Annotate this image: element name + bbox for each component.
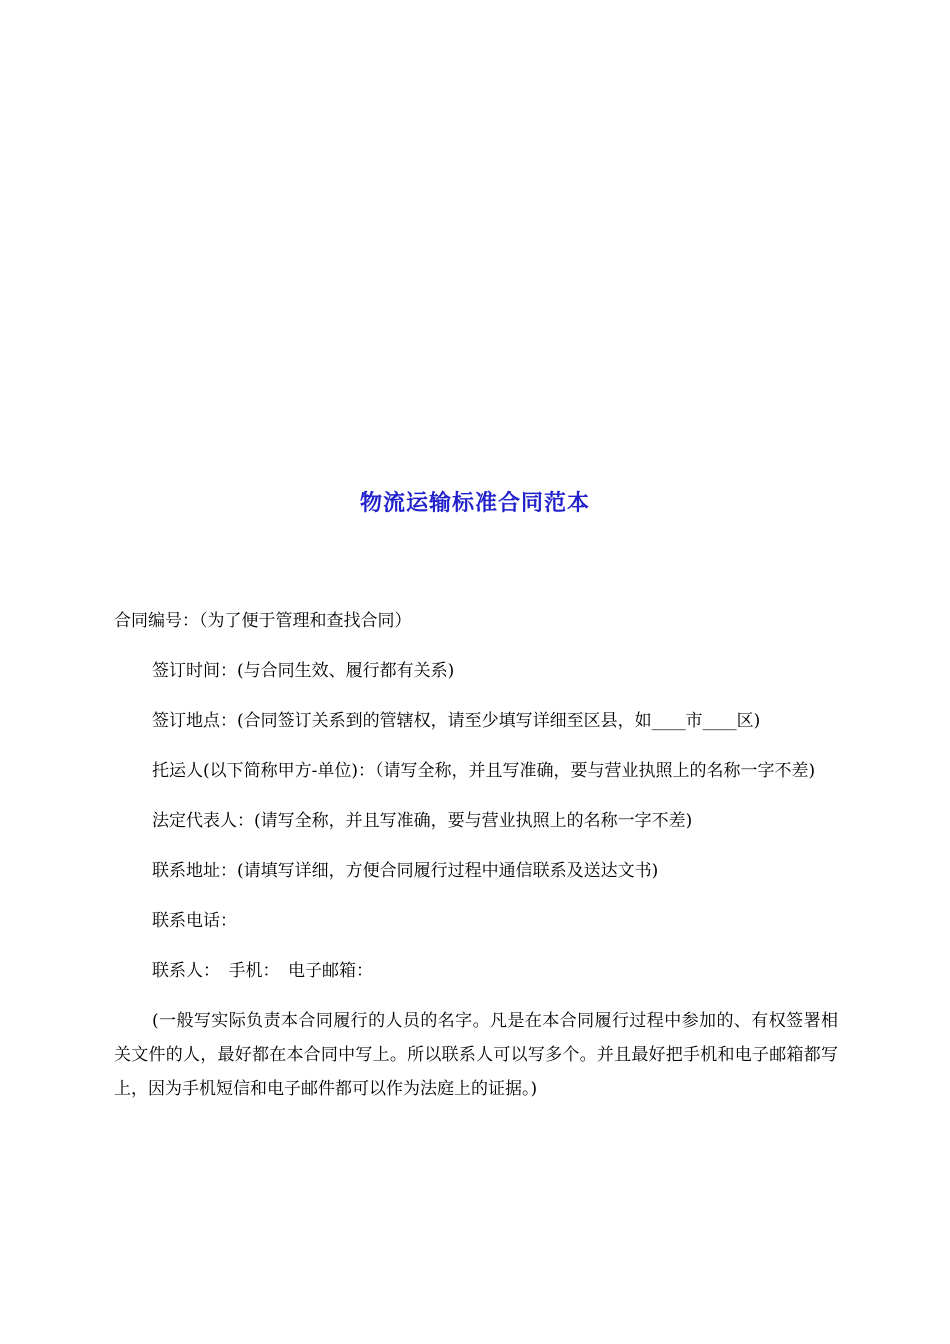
contract-number-line: 合同编号：（为了便于管理和查找合同） xyxy=(114,611,412,631)
contact-person-line: 联系人： 手机： 电子邮箱： xyxy=(152,961,373,981)
legal-representative-line: 法定代表人：(请写全称，并且写准确，要与营业执照上的名称一字不差) xyxy=(152,811,693,831)
document-title: 物流运输标准合同范本 xyxy=(359,491,590,516)
contact-address-line: 联系地址：(请填写详细，方便合同履行过程中通信联系及送达文书) xyxy=(152,861,659,881)
shipper-line: 托运人(以下简称甲方-单位)：（请写全称，并且写准确，要与营业执照上的名称一字不差) xyxy=(152,761,816,781)
contact-phone-line: 联系电话： xyxy=(152,911,237,931)
contact-note-paragraph: (一般写实际负责本合同履行的人员的名字。凡是在本合同履行过程中参加的、有权签署相关文件的人，最好都在本合同中写上。所以联系人可以写多个。并且最好把手机和电子邮箱都写上，因为手机短信和电子邮件都可以作为法庭上的证据。) xyxy=(114,1011,838,1099)
document-body xyxy=(114,604,838,1122)
signing-time-line: 签订时间：(与合同生效、履行都有关系) xyxy=(152,661,455,681)
signing-place-line: 签订地点：(合同签订关系到的管辖权，请至少填写详细至区县，如____市____区) xyxy=(152,711,761,731)
